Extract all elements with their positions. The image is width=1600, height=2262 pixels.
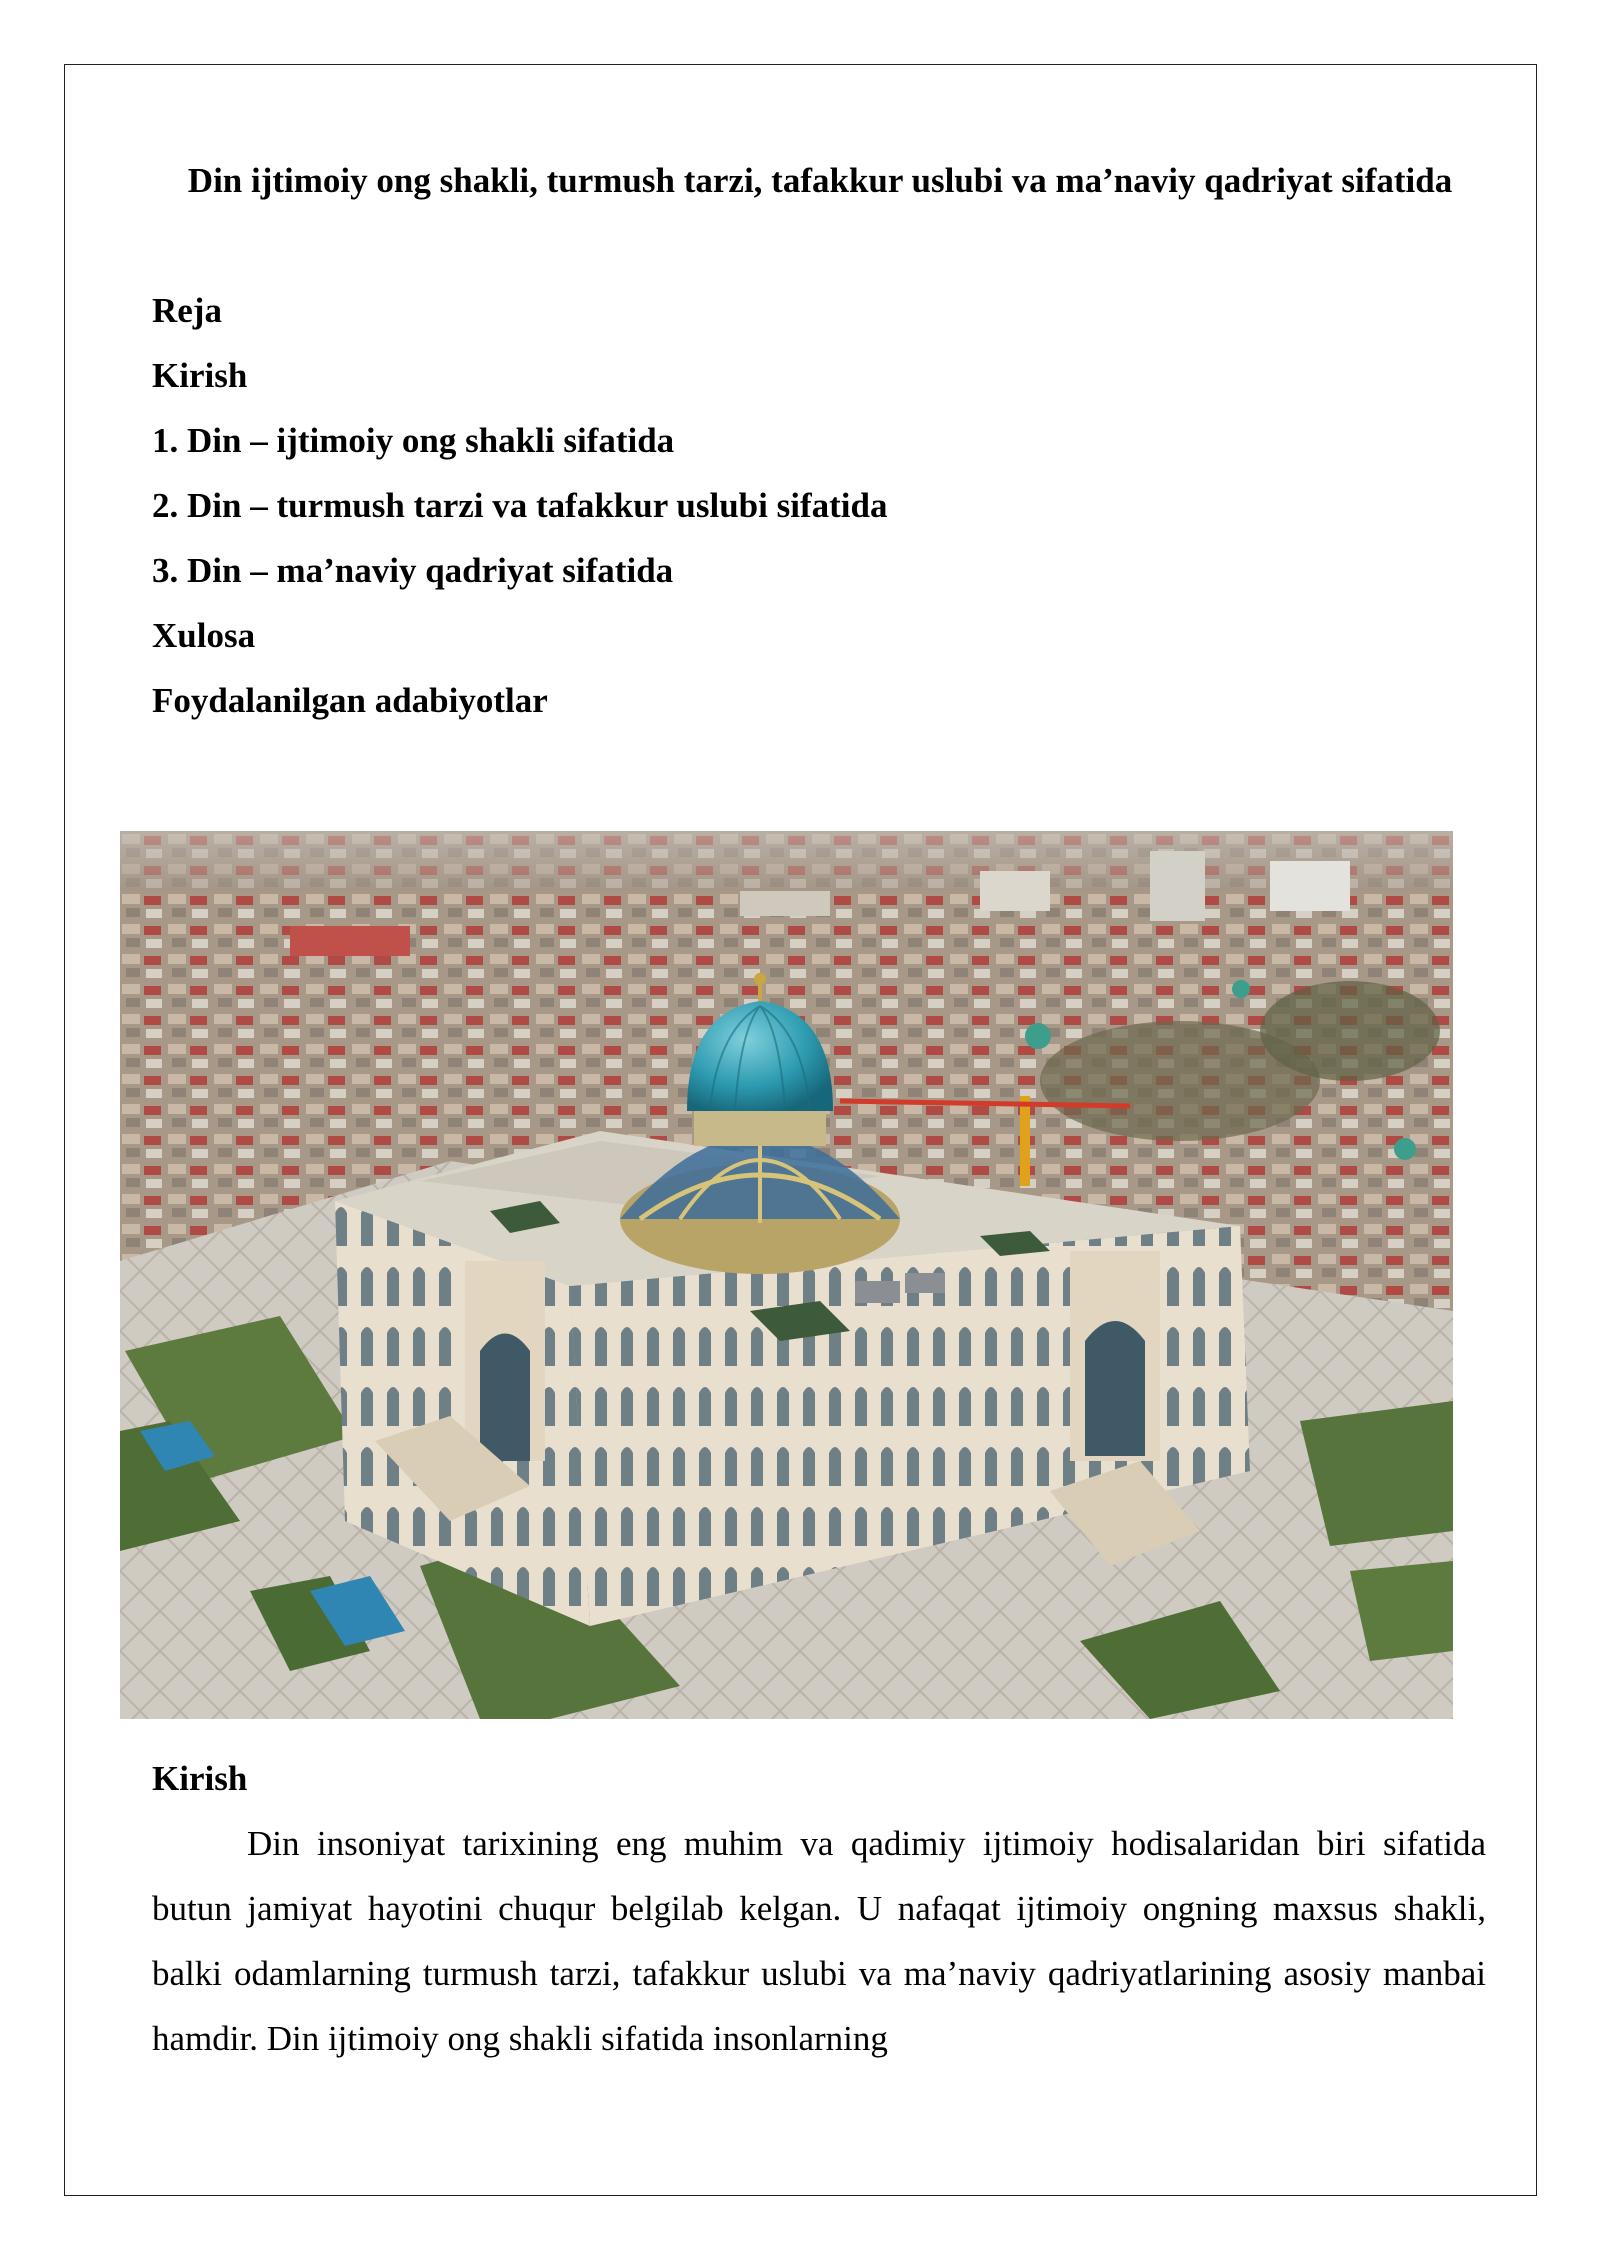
outline-list [152, 278, 887, 733]
outline-item-2: 2. Din – turmush tarzi va tafakkur uslubi sifatida [152, 486, 888, 525]
body-paragraph: Din insoniyat tarixining eng muhim va qadimiy ijtimoiy hodisalaridan biri sifatida butun jamiyat hayotini chuqur belgilab kelgan. U nafaqat ijtimoiy ongning maxsus shakli, balki odamlarning turmush tarzi, tafakkur uslubi va ma’naviy qadriyatlarining asosiy manbai hamdir. Din ijtimoiy ong shakli sifatida insonlarning [152, 1824, 1486, 2058]
outline-item-1: 1. Din – ijtimoiy ong shakli sifatida [152, 421, 675, 460]
mosque-illustration [120, 831, 1453, 1719]
document-title: Din ijtimoiy ong shakli, turmush tarzi, tafakkur uslubi va ma’naviy qadriyat sifatida [187, 161, 1453, 200]
outline-item-xulosa: Xulosa [152, 616, 256, 655]
outline-item-adabiyotlar: Foydalanilgan adabiyotlar [152, 681, 548, 720]
section-heading-kirish: Kirish [152, 1759, 248, 1798]
mosque-aerial-photo [120, 831, 1453, 1719]
outline-item-kirish: Kirish [152, 356, 248, 395]
outline-item-3: 3. Din – ma’naviy qadriyat sifatida [152, 551, 674, 590]
outline-item-reja: Reja [152, 291, 222, 330]
